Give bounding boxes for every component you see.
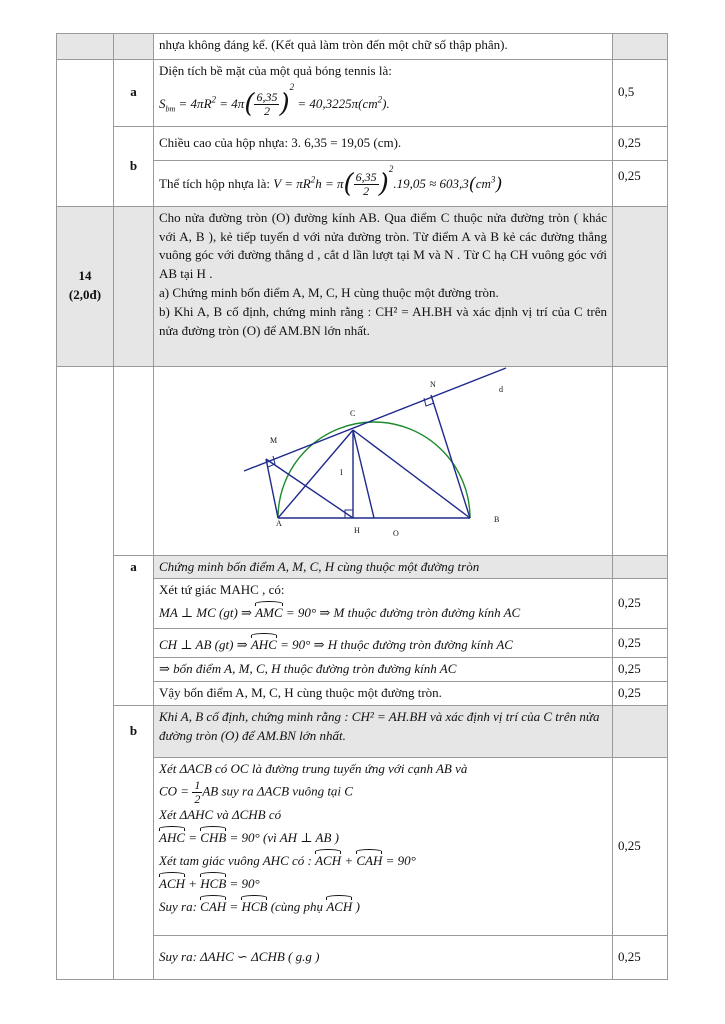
answer-table bbox=[56, 33, 668, 980]
surface-area-cell bbox=[154, 60, 613, 127]
score: 0,5 bbox=[613, 60, 668, 127]
box-height-text: Chiều cao của hộp nhựa: 3. 6,35 = 19,05 (cm). bbox=[154, 126, 613, 160]
part-b-label: b bbox=[114, 126, 154, 206]
label-h: H bbox=[354, 525, 360, 535]
question-part-b: b) Khi A, B cố định, chứng minh rằng : CH² = AH.BH và xác định vị trí của C trên nửa đường tròn (O) để AM.BN lớn nhất. bbox=[159, 303, 607, 338]
question-text bbox=[154, 206, 613, 366]
proof-b-similarity: Suy ra: ΔAHC ∽ ΔCHB ( g.g ) bbox=[154, 936, 613, 980]
cell-empty bbox=[613, 34, 668, 60]
geometry-figure bbox=[154, 367, 614, 549]
segment-am bbox=[266, 459, 278, 518]
cell-empty bbox=[114, 34, 154, 60]
score: 0,25 bbox=[613, 758, 668, 936]
label-m: M bbox=[270, 435, 278, 445]
segment-bn bbox=[431, 395, 470, 518]
cell-empty bbox=[114, 366, 154, 555]
continued-text: nhựa không đáng kể. (Kết quả làm tròn đến một chữ số thập phân). bbox=[154, 34, 613, 60]
label-a: A bbox=[276, 518, 282, 528]
label-b: B bbox=[494, 514, 500, 524]
surface-area-text: Diện tích bề mặt của một quả bóng tennis là: bbox=[159, 63, 392, 78]
cell-empty bbox=[57, 60, 114, 207]
score: 0,25 bbox=[613, 936, 668, 980]
score: 0,25 bbox=[613, 682, 668, 706]
question-points: (2,0đ) bbox=[68, 287, 102, 303]
label-c: C bbox=[350, 408, 356, 418]
score: 0,25 bbox=[613, 160, 668, 206]
part-a-label: a bbox=[114, 555, 154, 706]
proof-a-step1: Xét tứ giác MAHC , có: MA ⊥ MC (gt) ⇒ AMC = 90° ⇒ M thuộc đường tròn đường kính AC bbox=[154, 579, 613, 629]
cell-empty bbox=[613, 366, 668, 555]
question-number: 14 bbox=[78, 268, 92, 284]
question-paragraph: Cho nửa đường tròn (O) đường kính AB. Qua điểm C thuộc nửa đường tròn ( khác với A, B ), kẻ tiếp tuyến d với nửa đường tròn. Từ điểm A và B kẻ các đường thẳng vuông góc với đường thẳng d , cắt d lần lượt tại M và N . Từ C hạ CH vuông góc với AB tại H . bbox=[159, 209, 607, 282]
box-volume-cell: Thể tích hộp nhựa là: $V = \pi R^2h = \pi$( $\frac{6,35}{2}$ )$^2.19,05 \approx 603,3(cm^3)$ bbox=[154, 160, 613, 206]
score: 0,25 bbox=[613, 658, 668, 682]
surface-area-formula: $S_{bm} = 4\pi R^2 = 4\pi$( $\frac{6,35}{2}$ )$^2 = 40,3225\pi(cm^2)$. bbox=[159, 81, 390, 120]
tangent-line-d bbox=[244, 368, 506, 471]
cell-empty bbox=[57, 366, 114, 979]
score: 0,25 bbox=[613, 579, 668, 629]
proof-b-body: Xét ΔACB có OC là đường trung tuyến ứng với cạnh AB và CO = $\frac{1}{2}$ AB suy ra ΔACB vuông tại C Xét ΔAHC và ΔCHB có AHC = CHB = 90° (vì AH ⊥ AB ) Xét tam giác vuông AHC có : ACH + CAH = 90° ACH + HCB = 90° Suy ra: CAH = HCB (cùng phụ ACH ) bbox=[154, 758, 613, 936]
score: 0,25 bbox=[613, 629, 668, 658]
cell-empty bbox=[114, 206, 154, 366]
label-o: O bbox=[393, 528, 399, 538]
score: 0,25 bbox=[613, 126, 668, 160]
proof-a-conclusion: Vậy bốn điểm A, M, C, H cùng thuộc một đường tròn. bbox=[154, 682, 613, 706]
part-b-label: b bbox=[114, 706, 154, 980]
geometry-figure-cell bbox=[154, 366, 613, 555]
question-part-a: a) Chứng minh bốn điểm A, M, C, H cùng thuộc một đường tròn. bbox=[159, 285, 499, 301]
proof-a-step3: ⇒ bốn điểm A, M, C, H thuộc đường tròn đường kính AC bbox=[154, 658, 613, 682]
proof-a-step2: CH ⊥ AB (gt) ⇒ AHC = 90° ⇒ H thuộc đường tròn đường kính AC bbox=[154, 629, 613, 658]
cell-empty bbox=[613, 206, 668, 366]
question-number-cell bbox=[57, 206, 114, 366]
cell-empty bbox=[613, 706, 668, 758]
cell-empty bbox=[57, 34, 114, 60]
part-a-title: Chứng minh bốn điểm A, M, C, H cùng thuộc một đường tròn bbox=[154, 555, 613, 579]
part-b-title: Khi A, B cố định, chứng minh rằng : CH² = AH.BH và xác định vị trí của C trên nửa đường tròn (O) để AM.BN lớn nhất. bbox=[154, 706, 613, 758]
cell-empty bbox=[613, 555, 668, 579]
label-d: d bbox=[499, 384, 503, 394]
semicircle-arc bbox=[278, 422, 470, 518]
label-n: N bbox=[430, 379, 436, 389]
label-i: I bbox=[340, 467, 343, 477]
part-a-label: a bbox=[114, 60, 154, 127]
